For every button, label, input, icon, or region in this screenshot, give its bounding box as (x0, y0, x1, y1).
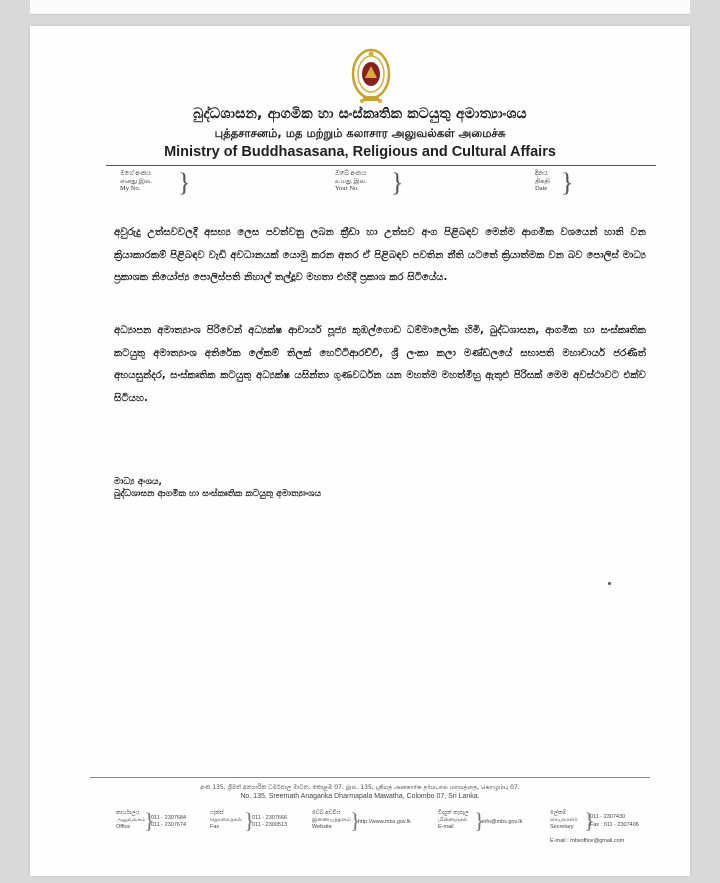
ministry-title-tamil: புத்தசாசனம், மத மற்றும் கலாசார அலுவல்கள் அமைச்சு (214, 126, 506, 140)
my-number-field: මගේ අංකය எனது இல. My No. } (120, 168, 191, 197)
sri-lanka-emblem-icon (350, 46, 392, 106)
previous-page-edge (30, 0, 690, 15)
secretary-fax: Fax : 011 - 2307406 (590, 822, 639, 828)
footer-website-contact: වෙබ් අඩවිය இணையத்தளம் Website } http://www.mbs.gov.lk (312, 808, 411, 833)
date-field: දිනය திகதி Date } (535, 168, 574, 197)
footer-email-contact: විද්‍යුත් තැපෑල மின்னஞ்சல் E-mail } info@mbs.gov.lk (438, 808, 523, 833)
brace-icon: } (144, 808, 155, 833)
ministry-title-english: Ministry of Buddhasasana, Religious and Cultural Affairs (164, 144, 556, 160)
fax-number-1: 011 - 2307666 (252, 815, 288, 821)
signature-department: මාධ්‍ය අංශය, (114, 477, 162, 487)
office-phone-1: 011 - 2307684 (151, 815, 187, 821)
fax-number-2: 011 - 2300513 (252, 822, 288, 828)
body-paragraph-2: අධ්‍යාපන අමාත්‍යාංශ පිරිවෙන් අධ්‍යක්ෂ ආචාර්ය පූජ්‍ය කුඹල්ගොඩ ධම්මාලෝක හිමි, බුද්ධශාසන, ආගමික හා සංස්කෘතික කටයුතු අමාත්‍යාංශ අතිරේක ලේකම් තිලක් හෙට්ටිආරච්චි, ශ්‍රී ලංකා කලා මණ්ඩලයේ සභාපති මහාචාර්ය ජරණිත් අභයසුන්දර, සංස්කෘතික කටයුතු අධ්‍යක්ෂ යසින්තා ගුණවර්ධන යන මහත්ම මහත්මීහු ඇතුළු පිරිසක් මෙම අවස්ථාවට එක්ව සිටියහ. (114, 325, 646, 404)
stray-mark (608, 582, 611, 585)
footer-office-contact: කාර්යාලය அலுவலகம் Office } 011 - 2307684 011 - 2307674 (116, 808, 187, 833)
header-divider (106, 165, 656, 166)
brace-icon: } (561, 168, 574, 197)
footer-address-english: No. 135, Sreemath Anagarika Dharmapala Mawatha, Colombo 07, Sri Lanka. (240, 793, 480, 800)
document-page (30, 26, 690, 876)
email-link[interactable]: info@mbs.gov.lk (482, 819, 523, 825)
brace-icon: } (178, 168, 191, 197)
your-number-field: ඔබේ අංකය உமது இல. Your No. } (335, 168, 404, 197)
ministry-title-sinhala: බුද්ධශාසන, ආගමික හා සංස්කෘතික කටයුතු අමාත්‍යාංශය (193, 106, 527, 122)
signature-ministry: බුද්ධශාසන ආගමික හා සංස්කෘතික කටයුතු අමාත්‍යාංශය (114, 489, 322, 499)
body-paragraph-1: අවුරුදු උත්සවවලදී අසභ්‍ය ලෙස පවත්වනු ලබන ක්‍රීඩා හා උත්සව අංග පිළිබඳව මෙන්ම ආගමික වශයෙන් හානි වන ක්‍රියාකාරකම් පිළිබඳව වැඩි අවධානයක් යොමු කරන අතර ඒ පිළිබඳව පවතින නීති යටතේ ක්‍රියාත්මක වන බව පොලිස් මාධ්‍ය ප්‍රකාශක නියෝජ්‍ය පොලිස්පති නිහාල් තල්දූව මහතා එහිදී ප්‍රකාශ කර සිටියේය. (114, 227, 646, 283)
footer-divider (90, 777, 650, 778)
brace-icon: } (474, 808, 485, 833)
brace-icon: } (244, 808, 255, 833)
footer-secretary-contact: ලේකම් செயலாளர் Secretary } 011 - 2307430 Fax : 011 - 2307406 E-mail : mbsoffice@gmail.com (550, 808, 639, 844)
brace-icon: } (584, 808, 595, 833)
website-link[interactable]: http://www.mbs.gov.lk (358, 819, 411, 825)
secretary-phone: 011 - 2307430 (590, 814, 626, 820)
brace-icon: } (350, 808, 361, 833)
office-phone-2: 011 - 2307674 (151, 822, 187, 828)
secretary-email-link[interactable]: E-mail : mbsoffice@gmail.com (550, 838, 625, 844)
brace-icon: } (391, 168, 404, 197)
footer-fax-contact: ෆැක්ස් தொலைநகல் Fax } 011 - 2307666 011 - 2300513 (210, 808, 288, 833)
footer-address-local: අංක 135, ශ්‍රීමත් අනගාරික ධර්මපාල මාවත, කොළඹ 07. இல. 135, ஸ்ரீமத் அனகாரிக தர்மபால மாவத்தை, கொழும்பு 07. (200, 784, 520, 791)
